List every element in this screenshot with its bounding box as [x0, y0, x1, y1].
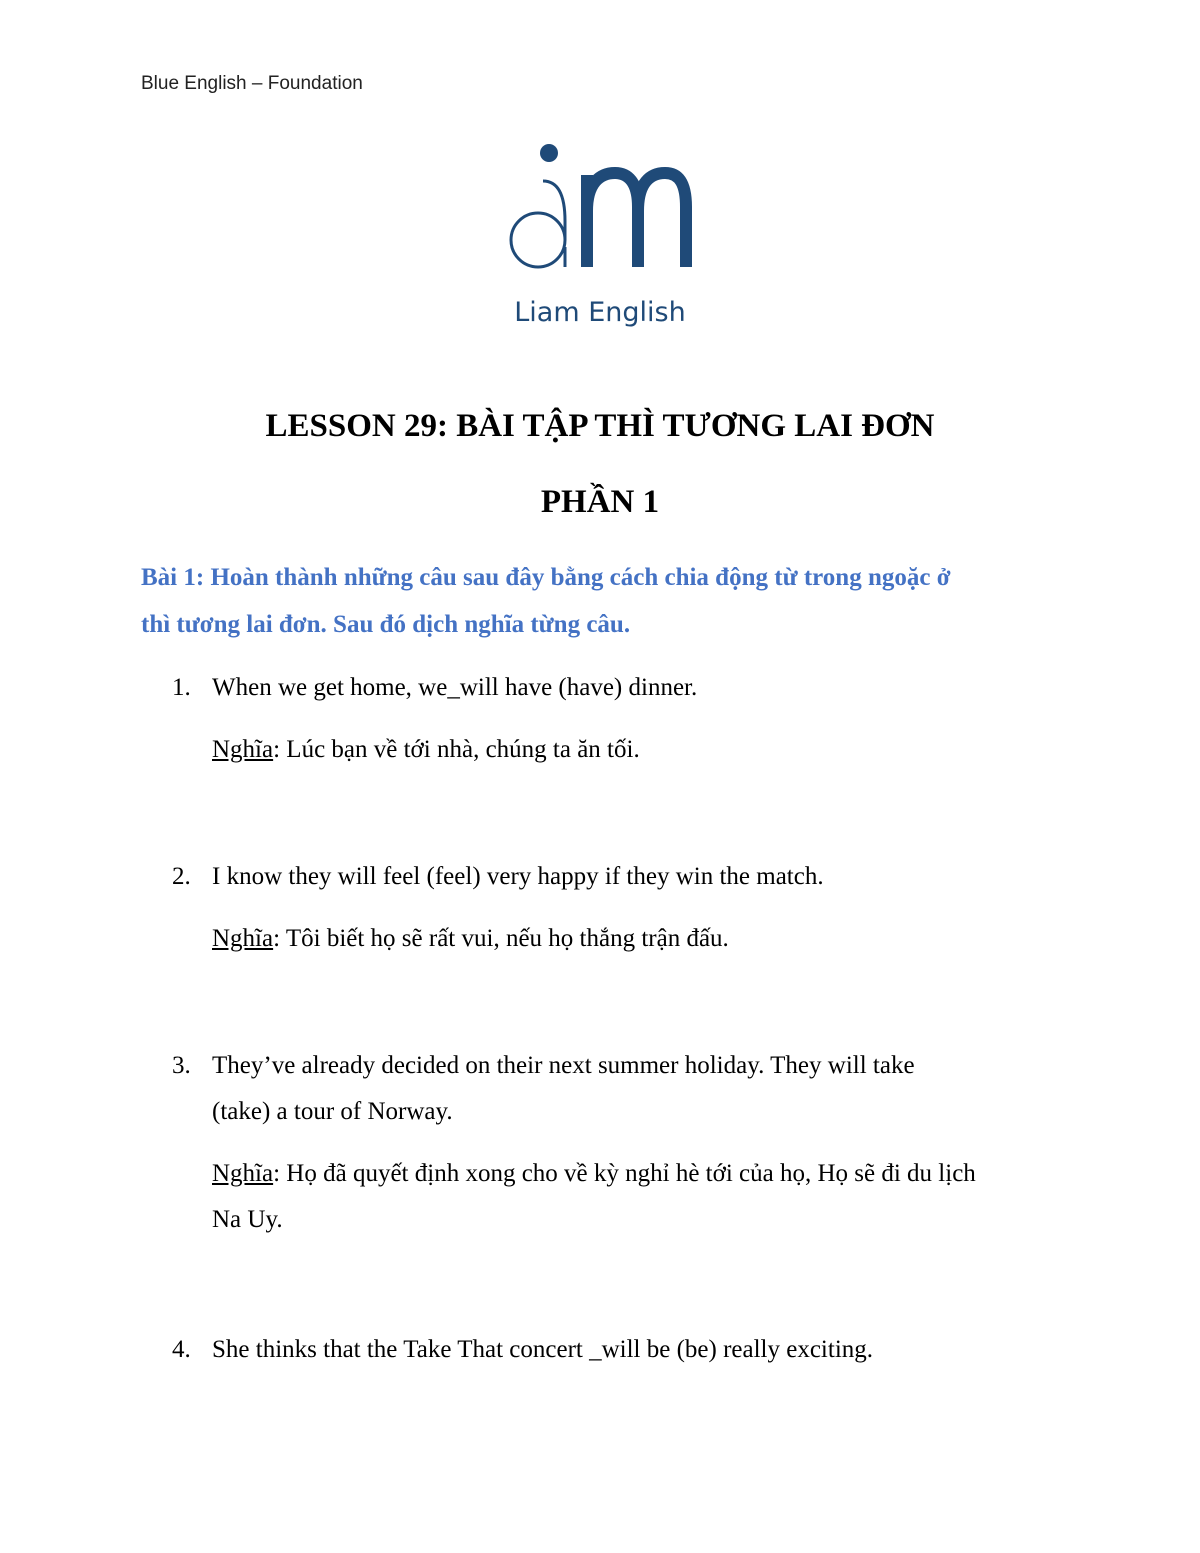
- item-number: 3.: [172, 1052, 191, 1079]
- list-item: [172, 1327, 1052, 1373]
- logo-text: Liam English: [514, 297, 686, 328]
- list-item: [172, 1043, 1052, 1243]
- meaning-text: : Họ đã quyết định xong cho về kỳ nghỉ hè tới của họ, Họ sẽ đi du lịch: [273, 1160, 976, 1187]
- meaning-label: Nghĩa: [212, 1160, 274, 1187]
- meaning-label: Nghĩa: [212, 925, 274, 952]
- part-title: PHẦN 1: [540, 484, 660, 520]
- meaning-label: Nghĩa: [212, 736, 274, 763]
- meaning-text: : Tôi biết họ sẽ rất vui, nếu họ thắng trận đấu.: [273, 925, 729, 952]
- item-sentence: I know they will feel (feel) very happy if they win the match.: [212, 863, 824, 890]
- exercise-instruction: [141, 554, 1061, 648]
- exercise-line-2: thì tương lai đơn. Sau đó dịch nghĩa từng câu.: [141, 611, 631, 638]
- item-sentence-line-2: (take) a tour of Norway.: [212, 1098, 453, 1125]
- list-item: [172, 665, 1052, 773]
- item-sentence-line-1: They’ve already decided on their next summer holiday. They will take: [212, 1052, 915, 1079]
- page-header: Blue English – Foundation: [141, 73, 363, 94]
- item-number: 2.: [172, 863, 191, 890]
- item-sentence: She thinks that the Take That concert _will be (be) really exciting.: [212, 1336, 874, 1363]
- item-meaning-line-2: Na Uy.: [212, 1206, 283, 1233]
- item-sentence: When we get home, we_will have (have) dinner.: [212, 674, 698, 701]
- exercise-line-1: Bài 1: Hoàn thành những câu sau đây bằng cách chia động từ trong ngoặc ở: [141, 564, 951, 591]
- item-number: 4.: [172, 1336, 191, 1363]
- meaning-text: : Lúc bạn về tới nhà, chúng ta ăn tối.: [273, 736, 640, 763]
- item-meaning: [212, 1151, 1052, 1197]
- logo-mark: [511, 144, 686, 267]
- item-meaning: [212, 916, 1052, 962]
- item-meaning: [212, 727, 1052, 773]
- list-item: [172, 854, 1052, 962]
- lesson-title: LESSON 29: BÀI TẬP THÌ TƯƠNG LAI ĐƠN: [265, 408, 935, 444]
- liam-english-logo: [490, 135, 710, 335]
- item-number: 1.: [172, 674, 191, 701]
